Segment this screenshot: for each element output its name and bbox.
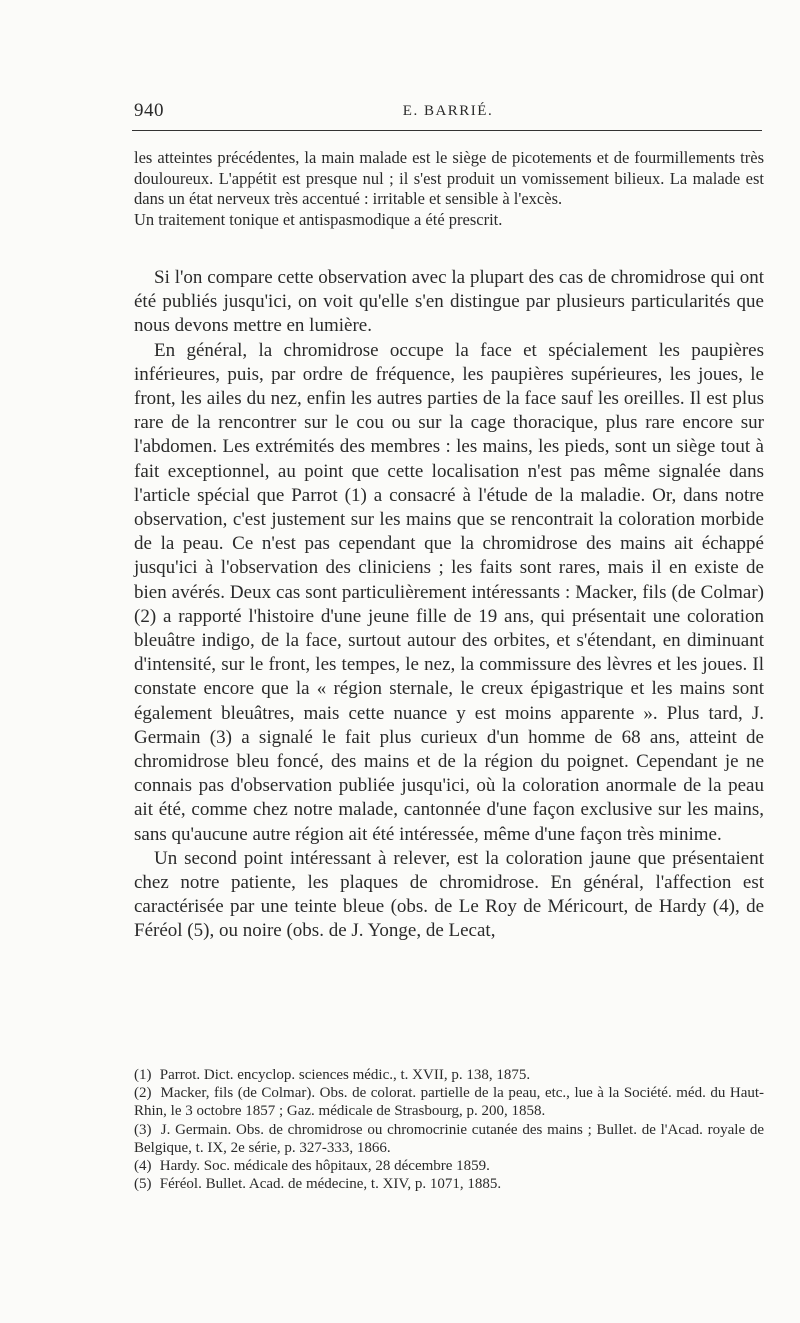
running-head: E. BARRIÉ. (402, 103, 494, 119)
footnote-text: Féréol. Bullet. Acad. de médecine, t. XIV, p. 1071, 1885. (159, 1176, 502, 1193)
footnote-number: (3) (134, 1121, 152, 1138)
footnote-text: Macker, fils (de Colmar). Obs. de colorat. partielle de la peau, etc., lue à la Société. méd. du Haut-Rhin, le 3 octobre 1857 ; Gaz. médicale de Strasbourg, p. 200, 1858. (134, 1085, 765, 1120)
footnote-number: (5) (134, 1176, 152, 1193)
body-paragraph: Un second point intéressant à relever, est la coloration jaune que présentaient chez notre patiente, les plaques de chromidrose. En général, l'affection est caractérisée par une teinte bleue (obs. de Le Roy de Méricourt, de Hardy (4), de Féréol (5), ou noire (obs. de J. Yonge, de Lecat, (134, 847, 764, 942)
footnote (134, 1121, 764, 1157)
footnote (134, 1084, 764, 1120)
footnotes (134, 1066, 764, 1193)
footnote (134, 1157, 764, 1175)
header-rule (132, 130, 762, 131)
footnote (134, 1066, 764, 1084)
observation-paragraph: Un traitement tonique et antispasmodique a été prescrit. (134, 209, 503, 229)
footnote-number: (1) (134, 1067, 152, 1083)
footnote-text: Hardy. Soc. médicale des hôpitaux, 28 décembre 1859. (159, 1158, 490, 1175)
body-paragraph: Si l'on compare cette observation avec la plupart des cas de chromidrose qui ont été publiés jusqu'ici, on voit qu'elle s'en distingue par plusieurs particularités que nous devons mettre en lumière. (134, 267, 764, 337)
footnote-text: Parrot. Dict. encyclop. sciences médic., t. XVII, p. 138, 1875. (159, 1067, 531, 1083)
footnote-number: (2) (134, 1085, 152, 1102)
footnote-number: (4) (134, 1158, 152, 1175)
page-header (134, 100, 762, 126)
footnote (134, 1175, 764, 1193)
page-number: 940 (134, 100, 164, 121)
body-paragraph: En général, la chromidrose occupe la face et spécialement les paupières inférieures, puis, par ordre de fréquence, les paupières supérieures, les joues, le front, les ailes du nez, enfin les autres parties de la face sauf les oreilles. Il est plus rare de la rencontrer sur le cou ou sur la cage thoracique, plus rare encore sur l'abdomen. Les extrémités des membres : les mains, les pieds, sont un siège tout à fait exceptionnel, au point que cette localisation n'est pas même signalée dans l'article spécial que Parrot (1) a consacré à l'étude de la maladie. Or, dans notre observation, c'est justement sur les mains que se rencontrait la coloration morbide de la peau. Ce n'est pas cependant que la chromidrose des mains ait échappé jusqu'ici à l'observation des cliniciens ; les faits sont rares, mais il en existe de bien avérés. Deux cas sont particulièrement intéressants : Macker, fils (de Colmar) (2) a rapporté l'histoire d'une jeune fille de 19 ans, qui présentait une coloration bleuâtre indigo, de la face, surtout autour des orbites, et s'étendant, en diminuant d'intensité, sur le front, les tempes, le nez, la commissure des lèvres et les joues. Il constate encore que la « région sternale, le creux épigastrique et les mains sont également bleuâtres, mais cette nuance y est moins apparente ». Plus tard, J. Germain (3) a signalé le fait plus curieux d'un homme de 68 ans, atteint de chromidrose bleu foncé, des mains et de la région du poignet. Cependant je ne connais pas d'observation publiée jusqu'ici, où la coloration anormale de la peau ait été, comme chez notre malade, cantonnée d'une façon exclusive sur les mains, sans qu'aucune autre région ait été intéressée, même d'une façon très minime. (134, 339, 764, 845)
observation-paragraph: les atteintes précédentes, la main malade est le siège de picotements et de fourmillements très douloureux. L'appétit est presque nul ; il s'est produit un vomissement bilieux. La malade est dans un état nerveux très accentué : irritable et sensible à l'excès. (134, 148, 764, 208)
observation-end (134, 148, 764, 230)
footnote-text: J. Germain. Obs. de chromidrose ou chromocrinie cutanée des mains ; Bullet. de l'Acad. royale de Belgique, t. IX, 2e série, p. 327-333, 1866. (134, 1121, 765, 1156)
body-text (134, 266, 764, 944)
